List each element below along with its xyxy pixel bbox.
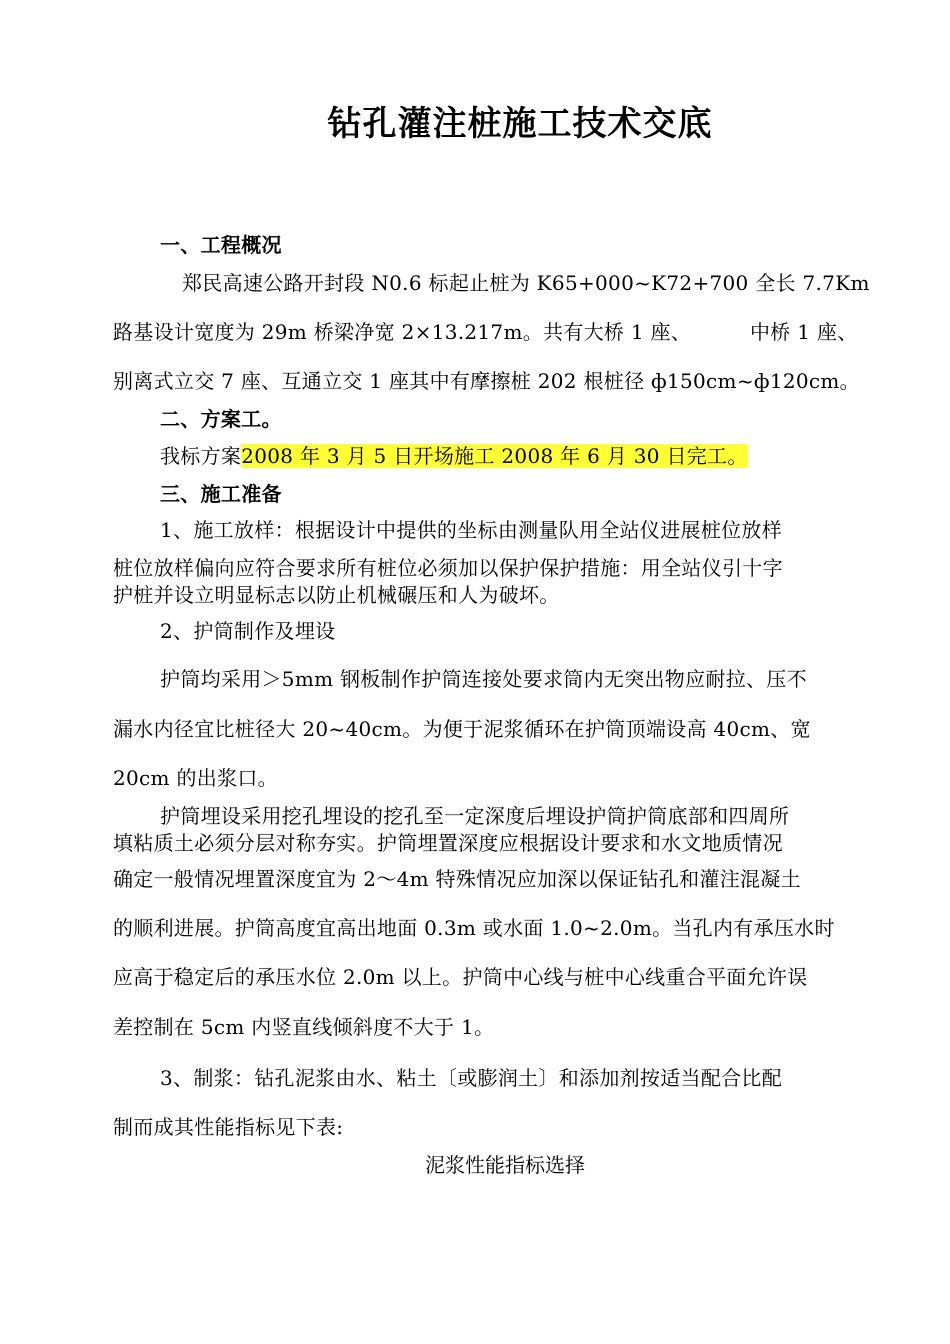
schedule-highlight: 2008 年 3 月 5 日开场施工 2008 年 6 月 30 日完工。 [241,444,748,468]
p3-line2: 填粘质土必须分层对称夯实。护筒埋置深度应根据设计要求和水文地质情况 [113,831,783,855]
p2-heading: 2、护筒制作及埋设 [160,619,336,643]
document-title: 钻孔灌注桩施工技术交底 [327,104,713,144]
section2-heading: 二、方案工。 [160,407,282,431]
section1-line2b: 中桥 1 座、 [750,320,858,344]
p2-line1: 护筒均采用＞5mm 钢板制作护筒连接处要求筒内无突出物应耐拉、压不 [160,667,807,691]
p2-line2: 漏水内径宜比桩径大 20~40cm。为便于泥浆循环在护筒顶端设高 40cm、宽 [113,717,811,741]
section1-line3: 别离式立交 7 座、互通立交 1 座其中有摩擦桩 202 根桩径 ф150cm~ф120cm。 [113,369,860,393]
p3-line6: 差控制在 5cm 内竖直线倾斜度不大于 1。 [113,1015,495,1039]
section3-heading: 三、施工准备 [160,482,282,506]
section1-line2a: 路基设计宽度为 29m 桥梁净宽 2×13.217m。共有大桥 1 座、 [113,320,692,344]
p3-line3: 确定一般情况埋置深度宜为 2～4m 特殊情况应加深以保证钻孔和灌注混凝土 [113,867,801,891]
table-caption: 泥浆性能指标选择 [425,1153,585,1177]
p3-line4: 的顺利进展。护筒高度宜高出地面 0.3m 或水面 1.0~2.0m。当孔内有承压水时 [113,916,835,940]
p3-line1: 护筒埋设采用挖孔埋设的挖孔至一定深度后埋设护筒护筒底部和四周所 [160,804,790,828]
p4-line1: 3、制浆：钻孔泥浆由水、粘土〔或膨润土〕和添加剂按适当配合比配 [160,1066,783,1090]
p1-line1: 1、施工放样：根据设计中提供的坐标由测量队用全站仪进展桩位放样 [160,518,783,542]
p4-line2: 制而成其性能指标见下表: [113,1115,344,1139]
section2-prefix: 我标方案 [160,444,242,468]
section1-heading: 一、工程概况 [160,233,282,257]
p3-line5: 应高于稳定后的承压水位 2.0m 以上。护筒中心线与桩中心线重合平面允许误 [113,965,808,989]
p1-line3: 护桩并设立明显标志以防止机械碾压和人为破坏。 [113,583,560,607]
p2-line3: 20cm 的出浆口。 [113,766,278,790]
p1-line2: 桩位放样偏向应符合要求所有桩位必须加以保护保护措施：用全站仪引十字 [113,556,783,580]
section1-line1: 郑民高速公路开封段 N0.6 标起止桩为 K65+000~K72+700 全长 7.7Km [182,271,870,295]
section2-line [160,443,748,469]
